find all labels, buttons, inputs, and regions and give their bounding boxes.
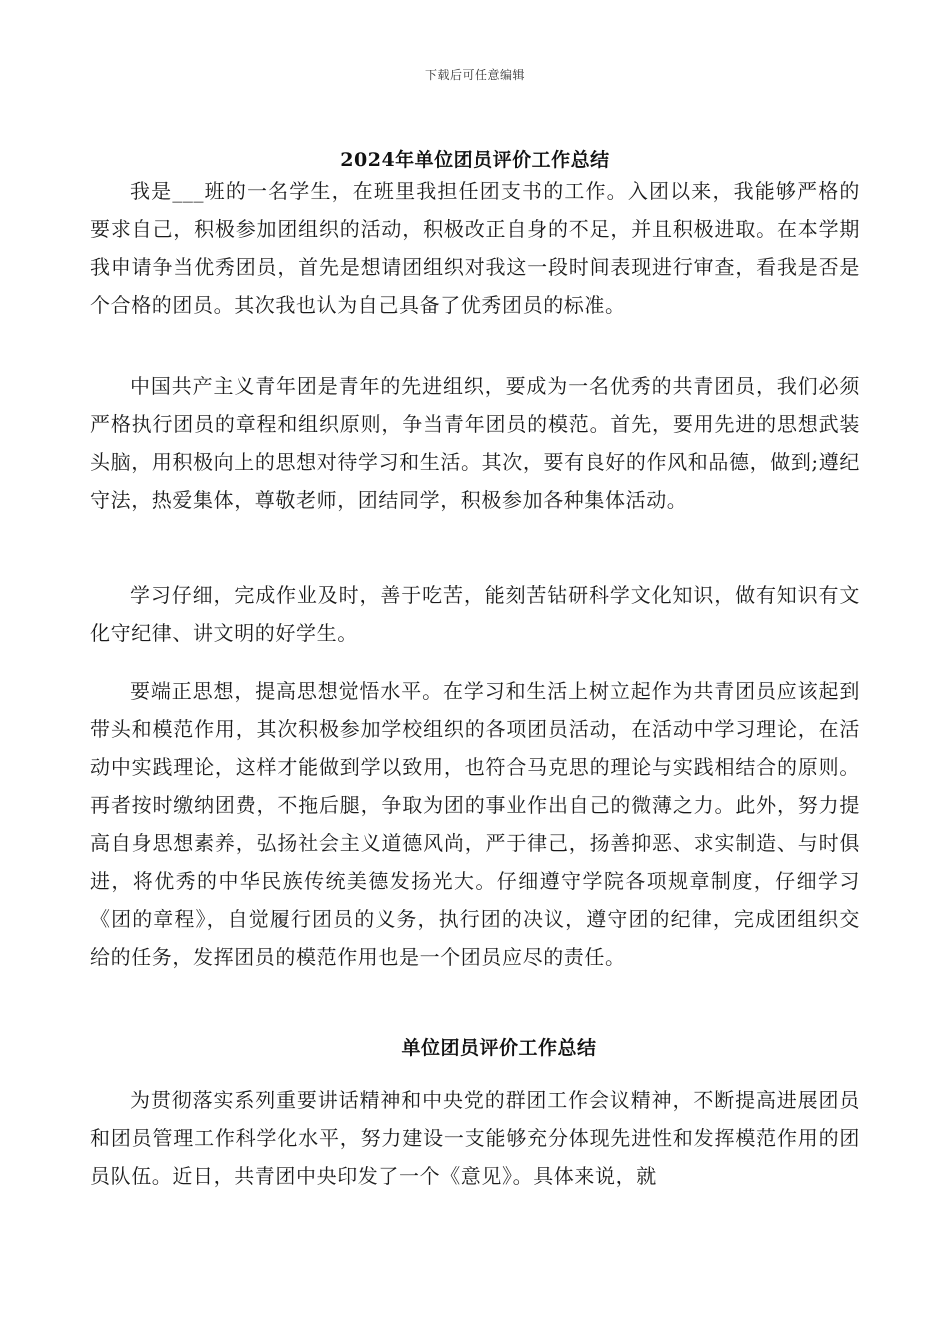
document-title: 2024年单位团员评价工作总结 xyxy=(340,149,610,171)
paragraph-5: 为贯彻落实系列重要讲话精神和中央党的群团工作会议精神，不断提高进展团员和团员管理工作科学化水平，努力建设一支能够充分体现先进性和发挥模范作用的团员队伍。近日，共青团中央印发了一个《意见》。具体来说，就 xyxy=(90,1088,860,1188)
paragraph-1: 我是___班的一名学生，在班里我担任团支书的工作。入团以来，我能够严格的要求自己，积极参加团组织的活动，积极改正自身的不足，并且积极进取。在本学期我申请争当优秀团员，首先是想请团组织对我这一段时间表现进行审查，看我是否是个合格的团员。其次我也认为自己具备了优秀团员的标准。 xyxy=(90,179,860,317)
paragraph-3: 学习仔细，完成作业及时，善于吃苦，能刻苦钻研科学文化知识，做有知识有文化守纪律、讲文明的好学生。 xyxy=(90,583,860,645)
section-subtitle: 单位团员评价工作总结 xyxy=(401,1037,597,1059)
header-note: 下载后可任意编辑 xyxy=(424,68,525,82)
paragraph-2: 中国共产主义青年团是青年的先进组织，要成为一名优秀的共青团员，我们必须严格执行团员的章程和组织原则，争当青年团员的模范。首先，要用先进的思想武装头脑，用积极向上的思想对待学习和生活。其次，要有良好的作风和品德，做到;遵纪守法，热爱集体，尊敬老师，团结同学，积极参加各种集体活动。 xyxy=(90,374,860,512)
paragraph-4: 要端正思想，提高思想觉悟水平。在学习和生活上树立起作为共青团员应该起到带头和模范作用，其次积极参加学校组织的各项团员活动，在活动中学习理论，在活动中实践理论，这样才能做到学以致用，也符合马克思的理论与实践相结合的原则。再者按时缴纳团费，不拖后腿，争取为团的事业作出自己的微薄之力。此外，努力提高自身思想素养，弘扬社会主义道德风尚，严于律己，扬善抑恶、求实制造、与时俱进，将优秀的中华民族传统美德发扬光大。仔细遵守学院各项规章制度，仔细学习《团的章程》，自觉履行团员的义务，执行团的决议，遵守团的纪律，完成团组织交给的任务，发挥团员的模范作用也是一个团员应尽的责任。 xyxy=(90,679,860,969)
